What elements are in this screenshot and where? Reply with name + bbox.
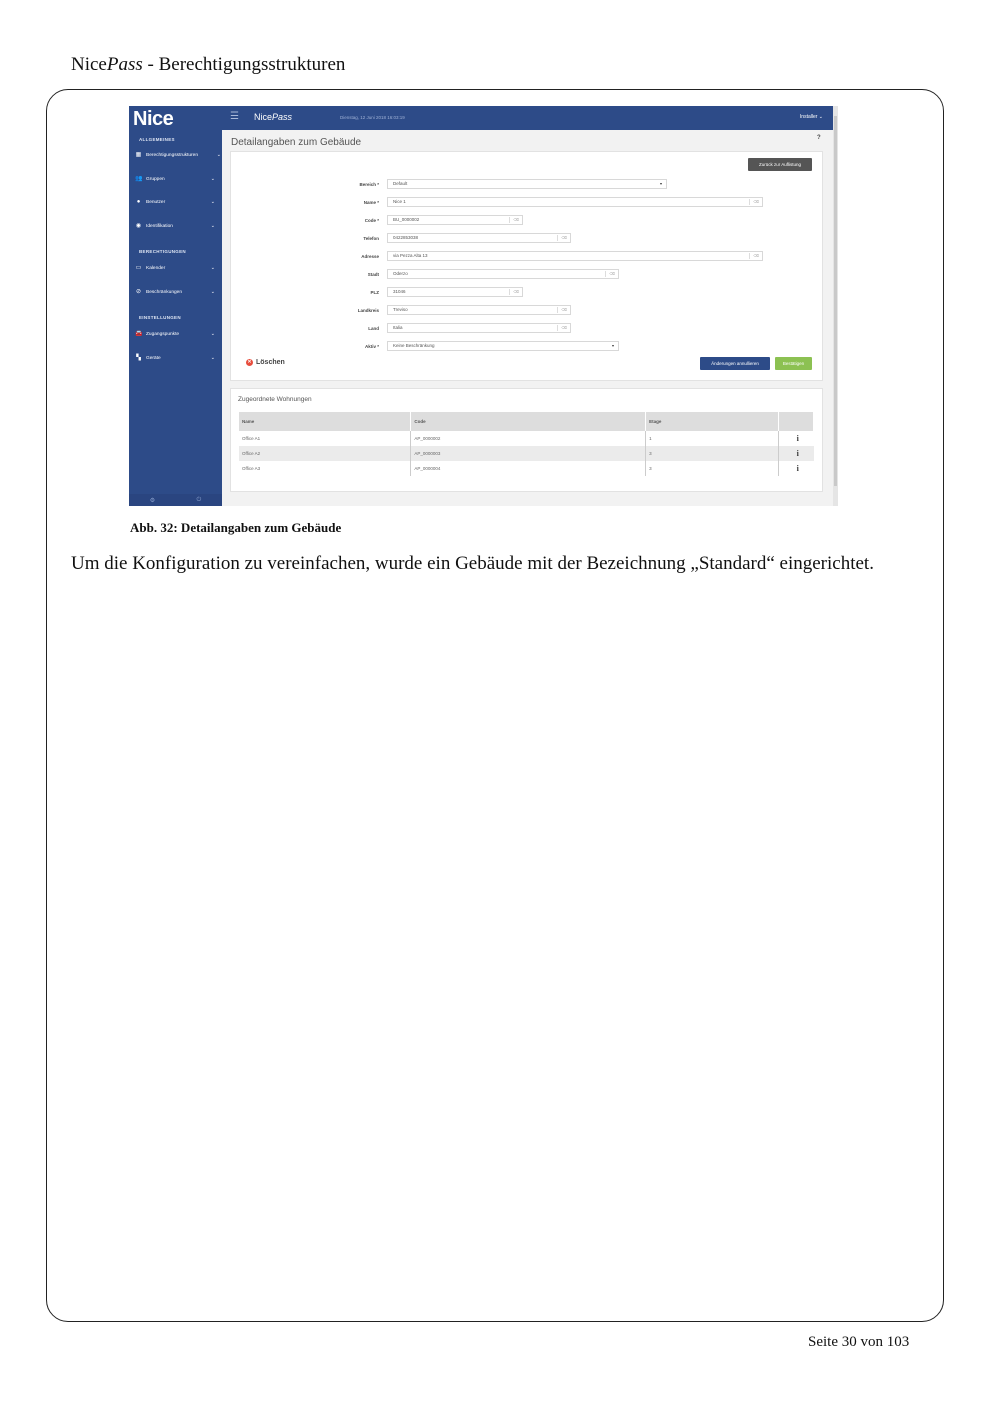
name-input[interactable] [387,197,763,207]
field-value: 0422853038 [393,235,419,240]
chevron-down-icon: ▾ [659,181,662,186]
header-italic-text: Pass [106,54,143,75]
field-value: via Pezza Alta 13 [393,253,428,258]
field-value: Treviso [393,307,408,312]
sidebar-item-label: Benutzer [146,199,166,205]
column-header-etage[interactable]: Etage [646,412,779,431]
chevron-down-icon: ⌄ [210,331,215,337]
body-paragraph: Um die Konfiguration zu vereinfachen, wurde ein Gebäude mit der Bezeichnung „Standard“ eingerichtet. [71,553,874,574]
land-input[interactable] [387,323,571,333]
info-icon[interactable]: i [796,464,799,473]
cell-code: AP_0000004 [411,461,646,476]
sidebar-item-identifikation[interactable] [135,221,217,231]
field-label: Code * [364,218,379,223]
sidebar-item-label: Kalender [146,265,166,271]
cell-name: Office A2 [239,446,411,461]
cell-floor: 3 [646,446,779,461]
chevron-down-icon: ⌄ [210,355,215,361]
restriction-icon: ⊘ [135,288,142,295]
field-value: Italia [393,325,403,330]
help-icon[interactable]: ? [817,135,821,141]
field-separator [557,307,558,313]
document-header [71,54,345,76]
clear-icon[interactable]: ⌫ [561,235,567,240]
user-icon: ● [136,198,141,205]
top-bar [222,106,833,130]
sidebar-section-title: EINSTELLUNGEN [139,315,181,320]
group-icon: 👥 [135,175,143,182]
figure-caption: Abb. 32: Detailangaben zum Gebäude [130,520,342,535]
sidebar-item-kalender[interactable] [135,263,217,273]
sidebar-item-label: Zugangspunkte [146,331,180,337]
chevron-down-icon: ⌄ [210,199,215,205]
sidebar-item-label: Gruppen [146,176,165,182]
adresse-input[interactable] [387,251,763,261]
field-label: Aktiv * [364,344,379,349]
chevron-down-icon: ⌄ [210,265,215,271]
column-header-actions [779,412,814,431]
cell-code: AP_0000003 [411,446,646,461]
clear-icon[interactable]: ⌫ [561,307,567,312]
telefon-input[interactable] [387,233,571,243]
back-to-list-button[interactable]: Zurück zur Auflistung [748,158,812,171]
field-label: Bereich * [359,182,379,187]
gear-icon[interactable]: ⚙ [149,497,156,504]
landkreis-input[interactable] [387,305,571,315]
field-label: PLZ [370,290,379,295]
chevron-down-icon: ▾ [611,343,614,348]
apartments-title: Zugeordnete Wohnungen [238,396,312,403]
info-icon[interactable]: i [779,446,814,461]
calendar-icon: ▭ [135,264,142,271]
delete-button[interactable] [246,359,285,366]
field-separator [509,217,510,223]
bereich-select[interactable] [387,179,667,189]
stadt-input[interactable] [387,269,619,279]
field-separator [557,325,558,331]
field-label: Landkreis [357,308,379,313]
hamburger-menu-icon[interactable]: ☰ [230,111,239,122]
app-screenshot [129,106,838,506]
clear-icon[interactable]: ⌫ [753,199,759,204]
clear-icon[interactable]: ⌫ [609,271,615,276]
info-icon[interactable]: i [796,434,799,443]
building-icon: ▦ [135,151,142,158]
nice-logo: Nice [133,108,174,130]
sidebar-item-gruppen[interactable] [135,174,217,184]
sidebar-footer [129,494,222,506]
header-text: Nice [71,54,107,75]
field-label: Telefon [363,236,379,241]
field-label: Adresse [361,254,379,259]
sidebar-item-zugangspunkte[interactable] [135,329,217,339]
field-separator [509,289,510,295]
field-separator [605,271,606,277]
field-value: Nice 1 [393,199,406,204]
field-value: 31046 [393,289,406,294]
aktiv-select[interactable] [387,341,619,351]
clear-icon[interactable]: ⌫ [513,289,519,294]
field-separator [557,235,558,241]
column-header-name[interactable]: Name [239,412,411,431]
field-value: Oderzo [393,271,408,276]
datetime: Dienstag, 12 Juni 2018 16:03:19 [340,115,405,120]
header-text-rest: - Berechtigungsstrukturen [142,54,346,75]
field-value: Default [393,181,408,186]
sidebar-item-geraete[interactable] [135,353,217,363]
sidebar [129,106,222,506]
app-name-prefix: Nice [254,112,273,122]
chevron-down-icon: ⌄ [216,152,221,158]
chevron-down-icon: ⌄ [210,289,215,295]
sidebar-item-benutzer[interactable] [135,197,217,207]
scrollbar-thumb[interactable] [834,116,837,486]
confirm-button[interactable]: Bestätigen [775,357,812,370]
delete-label: Löschen [256,359,285,366]
cell-floor: 3 [646,461,779,476]
table-row[interactable] [239,461,814,476]
car-icon: 🚘 [135,330,143,337]
column-header-code[interactable]: Code [411,412,646,431]
sidebar-item-label: Identifikation [146,223,173,229]
code-input[interactable] [387,215,523,225]
devices-icon: ▚ [136,354,141,361]
field-label: Stadt [367,272,379,277]
cell-name: Office A1 [239,431,411,446]
cell-floor: 1 [646,431,779,446]
app-name-suffix: Pass [272,112,293,122]
field-separator [749,253,750,259]
table-row[interactable] [239,431,814,446]
power-icon[interactable]: ⏻ [196,496,202,503]
sidebar-item-label: Beschränkungen [146,289,183,295]
field-separator [749,199,750,205]
field-label: Land [368,326,379,331]
clear-icon[interactable]: ⌫ [753,253,759,258]
sidebar-section-title: ALLGEMEINES [139,137,175,142]
table-header-row [239,412,814,431]
chevron-down-icon: ⌄ [210,223,215,229]
scrollbar[interactable] [833,106,838,506]
field-value: BU_0000002 [393,217,420,222]
field-label: Name * [363,200,379,205]
table-row[interactable] [239,446,814,461]
plz-input[interactable] [387,287,523,297]
sidebar-section-title: BERECHTIGUNGEN [139,249,186,254]
cell-code: AP_0000002 [411,431,646,446]
clear-icon[interactable]: ⌫ [513,217,519,222]
field-value: Keine Beschränkung [393,343,435,348]
sidebar-item-label: Berechtigungsstrukturen [146,152,198,158]
page-number: Seite 30 von 103 [808,1334,910,1350]
sidebar-item-label: Geräte [146,355,161,361]
chevron-down-icon: ⌄ [210,176,215,182]
cell-name: Office A3 [239,461,411,476]
id-icon: ◉ [135,222,142,229]
sidebar-item-beschraenkungen[interactable] [135,287,217,297]
page-title: Detailangaben zum Gebäude [231,137,362,148]
delete-icon: ✕ [247,359,252,365]
clear-icon[interactable]: ⌫ [561,325,567,330]
app-name [254,112,292,122]
apartments-table [239,412,814,476]
cancel-changes-button[interactable]: Änderungen annullieren [700,357,770,370]
sidebar-item-berechtigungsstrukturen[interactable] [135,150,221,160]
user-menu[interactable]: Installer ⌄ [799,114,823,120]
